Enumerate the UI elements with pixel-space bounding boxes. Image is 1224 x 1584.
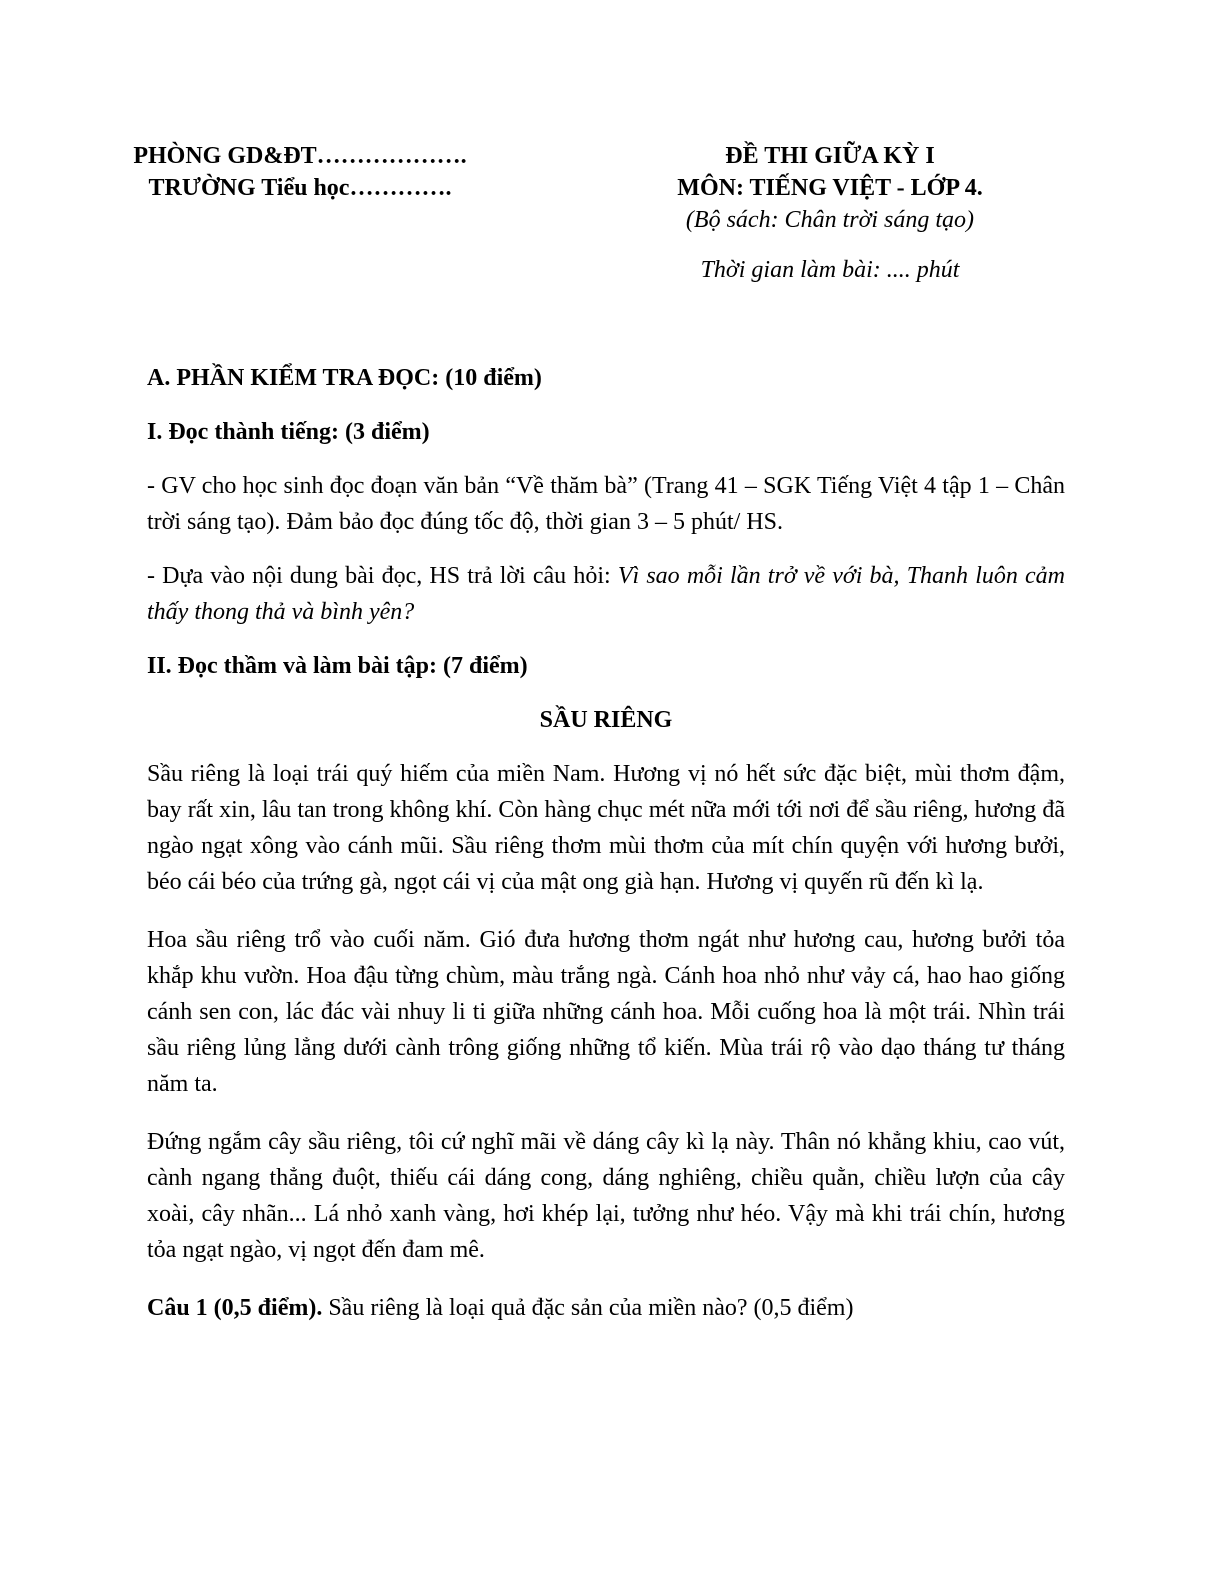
exam-content — [147, 360, 1065, 1344]
part1-instruction: - GV cho học sinh đọc đoạn văn bản “Về thăm bà” (Trang 41 – SGK Tiếng Việt 4 tập 1 – Chân trời sáng tạo). Đảm bảo đọc đúng tốc độ, thời gian 3 – 5 phút/ HS. — [147, 473, 1065, 535]
passage-paragraph: Hoa sầu riêng trổ vào cuối năm. Gió đưa hương thơm ngát như hương cau, hương bưởi tỏa khắp khu vườn. Hoa đậu từng chùm, màu trắng ngà. Cánh hoa nhỏ như vảy cá, hao hao giống cánh sen con, lác đác vài nhuy li ti giữa những cánh hoa. Mỗi cuống hoa là một trái. Nhìn trái sầu riêng lủng lẳng dưới cành trông giống những tổ kiến. Mùa trái rộ vào dạo tháng tư tháng năm ta. — [147, 927, 1065, 1097]
part1-question — [147, 558, 1065, 630]
passage-paragraph: Đứng ngắm cây sầu riêng, tôi cứ nghĩ mãi về dáng cây kì lạ này. Thân nó khẳng khiu, cao vút, cành ngang thẳng đuột, thiếu cái dáng cong, dáng nghiêng, chiều quằn, chiều lượn của cây xoài, cây nhãn... Lá nhỏ xanh vàng, hơi khép lại, tưởng như héo. Vậy mà khi trái chín, hương tỏa ngạt ngào, vị ngọt đến đam mê. — [147, 1129, 1065, 1263]
subject-line: MÔN: TIẾNG VIỆT - LỚP 4. — [677, 175, 983, 201]
book-series: (Bộ sách: Chân trời sáng tạo) — [685, 207, 975, 233]
part1-question-prefix: - Dựa vào nội dung bài đọc, HS trả lời câu hỏi: — [147, 563, 618, 589]
passage-title: SẦU RIÊNG — [539, 707, 673, 733]
part2-title: II. Đọc thầm và làm bài tập: (7 điểm) — [147, 653, 528, 679]
header-left — [100, 140, 500, 204]
question-1 — [147, 1290, 1065, 1326]
exam-title: ĐỀ THI GIỮA KỲ I — [725, 143, 935, 169]
part1-title: I. Đọc thành tiếng: (3 điểm) — [147, 419, 430, 445]
header-right — [620, 140, 1040, 286]
section-a-title: A. PHẦN KIỂM TRA ĐỌC: (10 điểm) — [147, 365, 542, 391]
question-1-label: Câu 1 (0,5 điểm). — [147, 1295, 323, 1321]
department-line: PHÒNG GD&ĐT………………. — [133, 143, 467, 169]
part1-question-text: Vì sao mỗi lần trở về với bà, Thanh luôn cảm thấy thong thả và bình yên? — [147, 563, 1066, 625]
reading-passage — [147, 702, 1065, 1268]
time-allowed: Thời gian làm bài: .... phút — [700, 257, 960, 283]
school-line: TRƯỜNG Tiểu học…………. — [148, 175, 452, 201]
passage-paragraph: Sầu riêng là loại trái quý hiếm của miền Nam. Hương vị nó hết sức đặc biệt, mùi thơm đậm, bay rất xin, lâu tan trong không khí. Còn hàng chục mét nữa mới tới nơi để sầu riêng, hương đã ngào ngạt xông vào cánh mũi. Sầu riêng thơm mùi thơm của mít chín quyện với hương bưởi, béo cái béo của trứng gà, ngọt cái vị của mật ong già hạn. Hương vị quyến rũ đến kì lạ. — [147, 761, 1065, 895]
question-1-text: Sầu riêng là loại quả đặc sản của miền nào? (0,5 điểm) — [322, 1295, 854, 1321]
